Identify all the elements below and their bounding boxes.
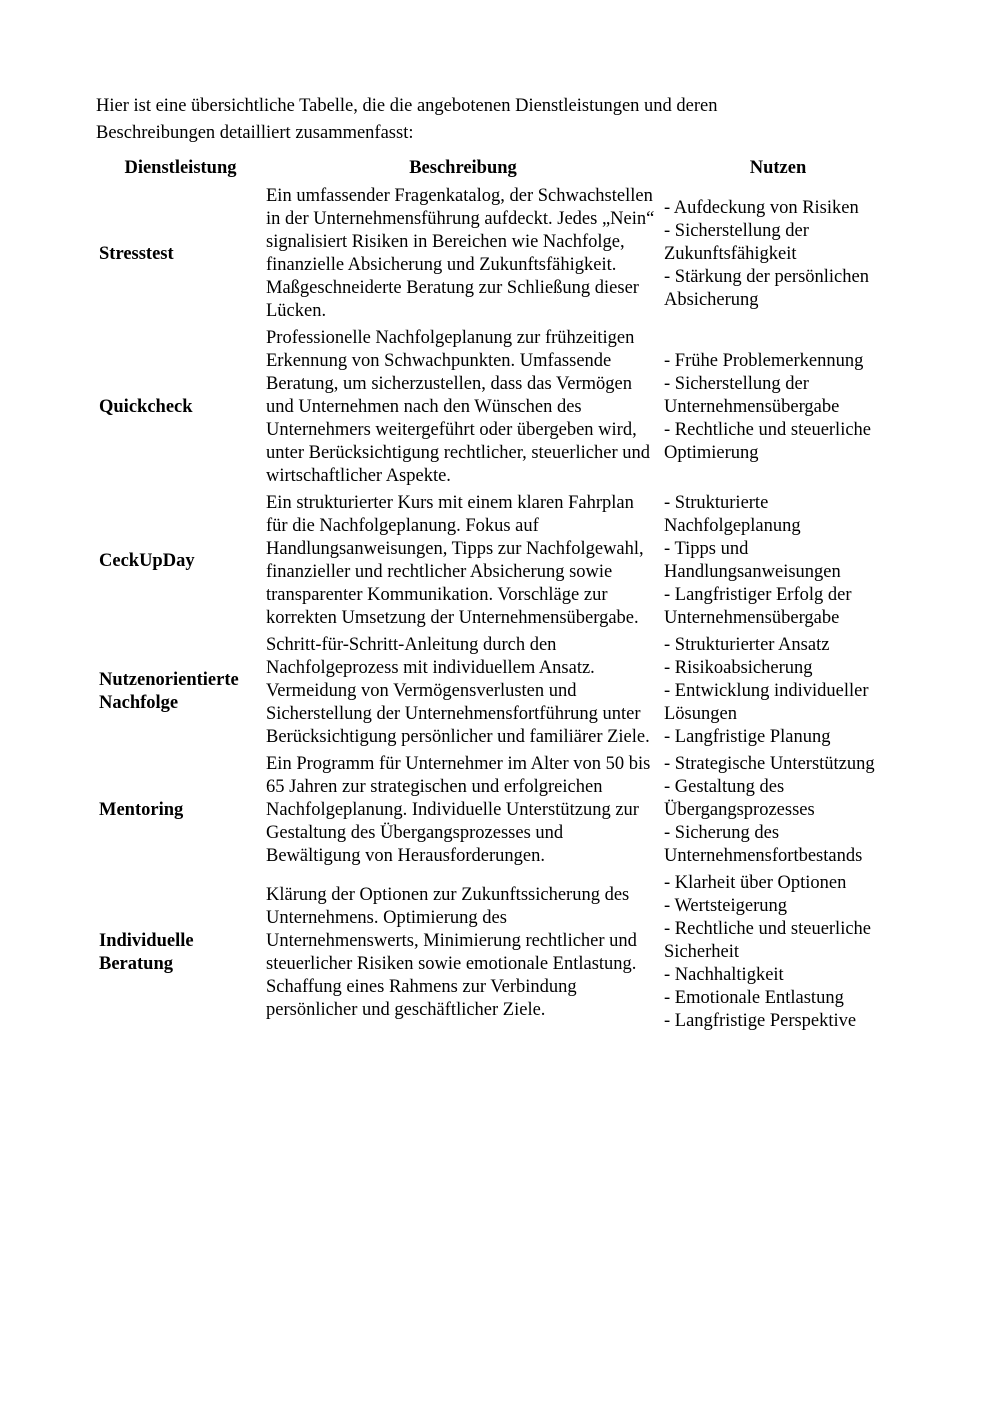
- table-row: [97, 492, 894, 634]
- description-cell: Ein umfassender Fragenkatalog, der Schwachstellen in der Unternehmensführung aufdeckt. Jedes „Nein“ signalisiert Risiken in Bereichen wie Nachfolge, finanzielle Absicherung und Zukunftsfähigkeit. Maßgeschneiderte Beratung zur Schließung dieser Lücken.: [266, 186, 655, 321]
- header-service: Dienstleistung: [124, 158, 237, 178]
- service-name-cell: Mentoring: [99, 800, 184, 820]
- benefit-item: - Tipps und Handlungsanweisungen: [664, 539, 841, 582]
- intro-paragraph: Hier ist eine übersichtliche Tabelle, die die angebotenen Dienstleistungen und deren Beschreibungen detailliert zusammenfasst:: [96, 96, 718, 143]
- benefit-cell: [662, 872, 894, 1037]
- table-body: [97, 185, 894, 1037]
- benefit-item: - Entwicklung individueller Lösungen: [664, 681, 874, 724]
- benefit-item: - Aufdeckung von Risiken: [664, 197, 859, 218]
- table-row: [97, 872, 894, 1037]
- benefit-item: - Strukturierter Ansatz: [664, 635, 830, 655]
- benefit-item: - Strukturierte Nachfolgeplanung: [664, 493, 801, 536]
- benefit-cell: [662, 492, 894, 634]
- description-cell: Ein strukturierter Kurs mit einem klaren Fahrplan für die Nachfolgeplanung. Fokus auf Handlungsanweisungen, Tipps zur Nachfolgewahl, finanzieller und rechtlicher Absicherung sowie transparenter Kommunikation. Vorschläge zur korrekten Umsetzung der Unternehmensübergabe.: [266, 493, 644, 628]
- benefit-item: - Strategische Unterstützung: [664, 754, 875, 774]
- service-name-cell: Nutzenorientierte Nachfolge: [99, 669, 239, 713]
- benefit-cell: [662, 634, 894, 753]
- benefit-item: - Stärkung der persönlichen Absicherung: [664, 266, 873, 310]
- benefit-item: - Langfristige Planung: [664, 727, 831, 747]
- benefit-item: - Sicherstellung der Zukunftsfähigkeit: [664, 220, 814, 264]
- service-name-cell: Stresstest: [99, 243, 174, 264]
- benefit-item: - Wertsteigerung: [664, 896, 788, 916]
- table-row: [97, 634, 894, 753]
- benefit-cell: [662, 185, 894, 327]
- benefit-item: - Rechtliche und steuerliche Optimierung: [664, 420, 876, 463]
- benefit-item: - Emotionale Entlastung: [664, 988, 844, 1008]
- document-page: [96, 93, 896, 1037]
- table-row: [97, 185, 894, 327]
- header-benefit: Nutzen: [749, 158, 807, 178]
- table-row: [97, 327, 894, 492]
- description-cell: Klärung der Optionen zur Zukunftssicherung des Unternehmens. Optimierung des Unternehmenswerts, Minimierung rechtlicher und steuerlicher Risiken sowie emotionale Entlastung. Schaffung eines Rahmens zur Verbindung persönlicher und geschäftlicher Ziele.: [266, 884, 637, 1020]
- service-name-cell: Quickcheck: [99, 397, 193, 417]
- benefit-item: - Nachhaltigkeit: [664, 965, 784, 985]
- benefit-item: - Frühe Problemerkennung: [664, 351, 864, 371]
- description-cell: Schritt-für-Schritt-Anleitung durch den Nachfolgeprozess mit individuellem Ansatz. Vermeidung von Vermögensverlusten und Sicherstellung der Unternehmensfortführung unter Berücksichtigung persönlicher und familiärer Ziele.: [266, 635, 650, 747]
- header-description: Beschreibung: [409, 158, 517, 178]
- benefit-item: - Sicherstellung der Unternehmensübergabe: [664, 374, 840, 417]
- table-header-row: [97, 157, 894, 185]
- benefit-item: - Risikoabsicherung: [664, 658, 813, 678]
- benefit-item: - Sicherung des Unternehmensfortbestands: [664, 823, 863, 866]
- table-row: [97, 753, 894, 872]
- benefit-cell: [662, 753, 894, 872]
- service-name-cell: Individuelle Beratung: [99, 930, 194, 974]
- description-cell: Ein Programm für Unternehmer im Alter von 50 bis 65 Jahren zur strategischen und erfolgreichen Nachfolgeplanung. Individuelle Unterstützung zur Gestaltung des Übergangsprozesses und Bewältigung von Herausforderungen.: [266, 754, 651, 866]
- description-cell: Professionelle Nachfolgeplanung zur frühzeitigen Erkennung von Schwachpunkten. Umfassende Beratung, um sicherzustellen, dass das Vermögen und Unternehmen nach den Wünschen des Unternehmers weitergeführt oder übergeben wird, unter Berücksichtigung rechtlicher, steuerlicher und wirtschaftlicher Aspekte.: [266, 328, 651, 486]
- benefit-item: - Rechtliche und steuerliche Sicherheit: [664, 919, 876, 962]
- benefit-item: - Gestaltung des Übergangsprozesses: [664, 777, 815, 820]
- benefit-item: - Langfristige Perspektive: [664, 1011, 857, 1031]
- services-table: [97, 157, 894, 1037]
- benefit-item: - Klarheit über Optionen: [664, 873, 847, 893]
- benefit-item: - Langfristiger Erfolg der Unternehmensübergabe: [664, 585, 857, 628]
- benefit-cell: [662, 327, 894, 492]
- service-name-cell: CeckUpDay: [99, 550, 195, 571]
